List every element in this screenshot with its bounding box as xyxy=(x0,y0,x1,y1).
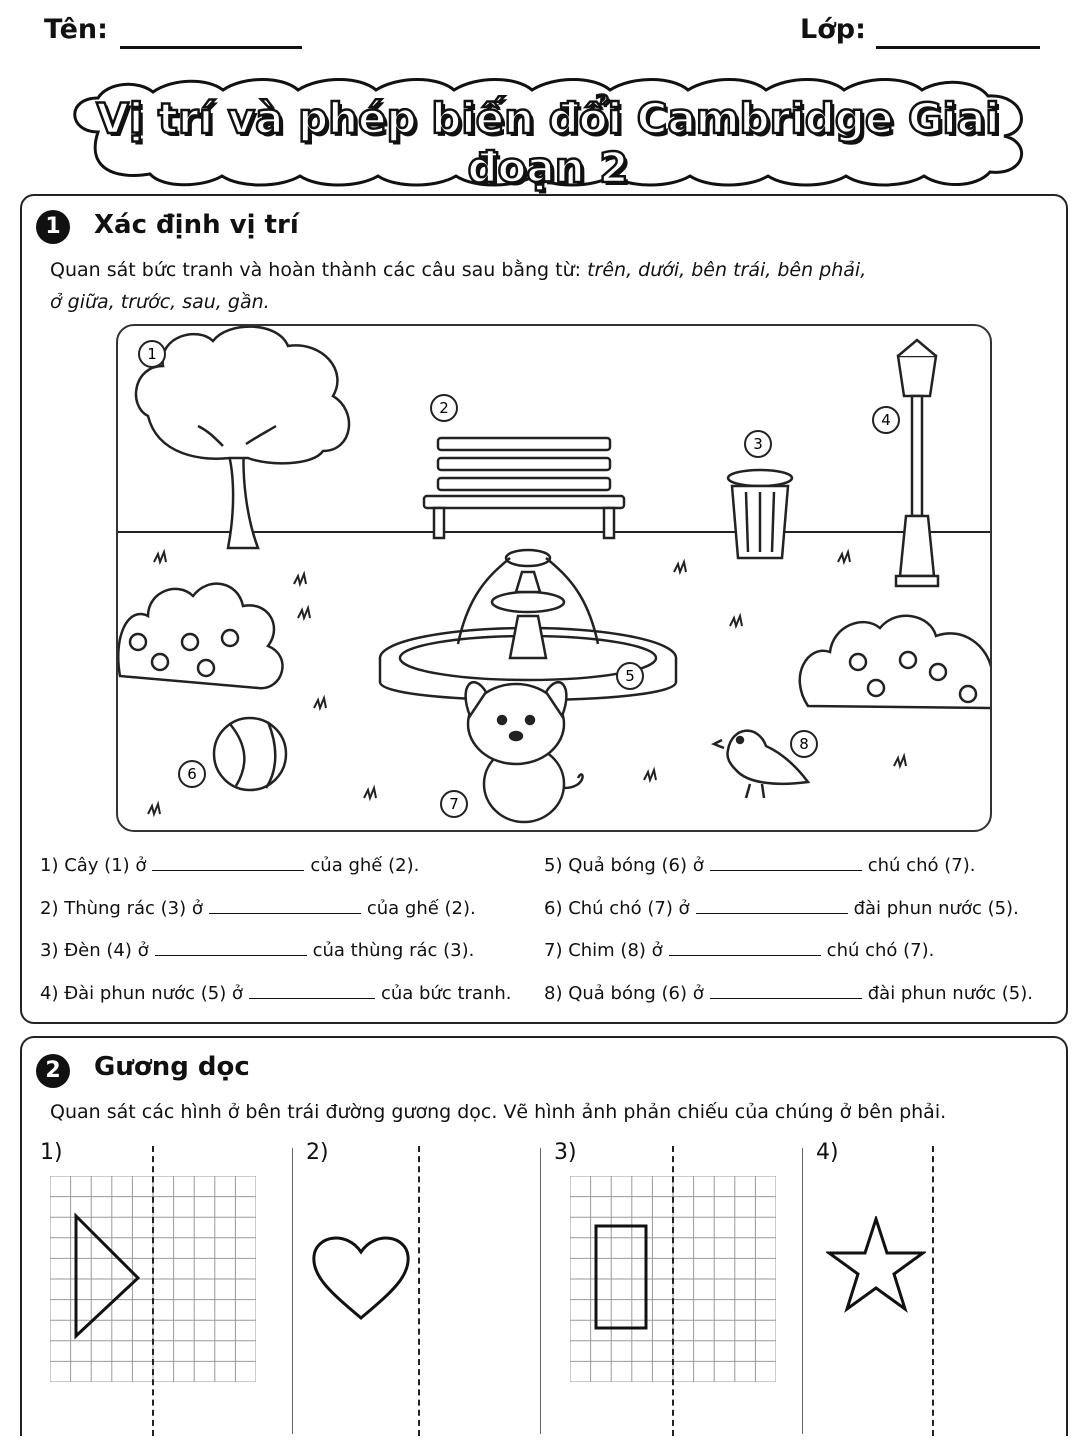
instruction-words-1: trên, dưới, bên trái, bên phải, xyxy=(587,259,867,281)
star-shape xyxy=(826,1216,926,1316)
mirror-item-label-2: 2) xyxy=(306,1140,329,1165)
bush-right-icon xyxy=(800,616,992,708)
class-field[interactable] xyxy=(876,46,1040,49)
svg-text:4: 4 xyxy=(881,411,891,429)
page-title: Vị trí và phép biến đổi Cambridge Giai đoạn 2 xyxy=(96,94,1000,192)
instruction-prefix: Quan sát bức tranh và hoàn thành các câu sau bằng từ: xyxy=(50,259,588,281)
mirror-line-2 xyxy=(418,1146,420,1436)
heart-shape xyxy=(310,1230,412,1322)
name-field[interactable] xyxy=(120,46,302,49)
svg-text:3: 3 xyxy=(753,435,763,453)
question-4: 4) Đài phun nước (5) ở của bức tranh. xyxy=(40,983,512,1004)
question-7: 7) Chim (8) ở chú chó (7). xyxy=(544,940,935,961)
bush-left-icon xyxy=(118,584,282,689)
svg-text:2: 2 xyxy=(439,399,449,417)
mirror-item-label-4: 4) xyxy=(816,1140,839,1165)
item-divider-3 xyxy=(802,1148,803,1434)
ball-icon xyxy=(214,718,286,790)
answer-blank-5[interactable] xyxy=(710,854,862,871)
trash-can-icon xyxy=(728,470,792,558)
triangle-shape xyxy=(76,1216,138,1336)
svg-text:7: 7 xyxy=(449,795,459,813)
lamp-post-icon xyxy=(896,340,938,586)
scene-label-5 xyxy=(617,663,643,689)
question-8: 8) Quả bóng (6) ở đài phun nước (5). xyxy=(544,983,1033,1004)
answer-blank-1[interactable] xyxy=(152,854,304,871)
name-label: Tên: xyxy=(44,14,108,45)
answer-blank-6[interactable] xyxy=(696,897,848,914)
scene-label-8 xyxy=(791,731,817,757)
mirror-line-4 xyxy=(932,1146,934,1436)
item-divider-1 xyxy=(292,1148,293,1434)
bench-icon xyxy=(424,438,624,538)
scene-label-7 xyxy=(441,791,467,817)
mirror-line-1 xyxy=(152,1146,154,1436)
question-1: 1) Cây (1) ở của ghế (2). xyxy=(40,855,420,876)
mirror-item-label-3: 3) xyxy=(554,1140,577,1165)
scene-label-4 xyxy=(873,407,899,433)
title-banner xyxy=(58,76,1038,192)
scene-label-2 xyxy=(431,395,457,421)
svg-text:8: 8 xyxy=(799,735,809,753)
question-5: 5) Quả bóng (6) ở chú chó (7). xyxy=(544,855,976,876)
section-title-position: Xác định vị trí xyxy=(94,210,299,240)
scene-label-3 xyxy=(745,431,771,457)
scene-label-6 xyxy=(179,761,205,787)
mirror-line-3 xyxy=(672,1146,674,1436)
park-scene xyxy=(116,324,992,832)
answer-blank-8[interactable] xyxy=(710,982,862,999)
question-2: 2) Thùng rác (3) ở của ghế (2). xyxy=(40,898,476,919)
item-divider-2 xyxy=(540,1148,541,1434)
answer-blank-4[interactable] xyxy=(249,982,375,999)
answer-blank-2[interactable] xyxy=(209,897,361,914)
section-number-1: 1 xyxy=(36,210,70,244)
answer-blank-7[interactable] xyxy=(669,939,821,956)
dog-icon xyxy=(466,682,583,822)
answer-blank-3[interactable] xyxy=(155,939,307,956)
section-title-mirror: Gương dọc xyxy=(94,1052,250,1082)
svg-text:5: 5 xyxy=(625,667,635,685)
instruction-words-2: ở giữa, trước, sau, gần. xyxy=(50,291,270,313)
mirror-item-label-1: 1) xyxy=(40,1140,63,1165)
section2-instruction: Quan sát các hình ở bên trái đường gương dọc. Vẽ hình ảnh phản chiếu của chúng ở bên phải. xyxy=(50,1101,947,1123)
svg-text:6: 6 xyxy=(187,765,197,783)
section-position xyxy=(20,194,1068,1024)
rectangle-shape xyxy=(596,1226,646,1328)
question-3: 3) Đèn (4) ở của thùng rác (3). xyxy=(40,940,475,961)
tree-icon xyxy=(136,327,349,548)
scene-label-1 xyxy=(139,341,165,367)
section-number-2: 2 xyxy=(36,1054,70,1088)
class-label: Lớp: xyxy=(800,14,866,45)
svg-text:1: 1 xyxy=(147,345,157,363)
question-6: 6) Chú chó (7) ở đài phun nước (5). xyxy=(544,898,1019,919)
park-illustration xyxy=(118,326,992,832)
section1-instruction xyxy=(50,254,1030,318)
